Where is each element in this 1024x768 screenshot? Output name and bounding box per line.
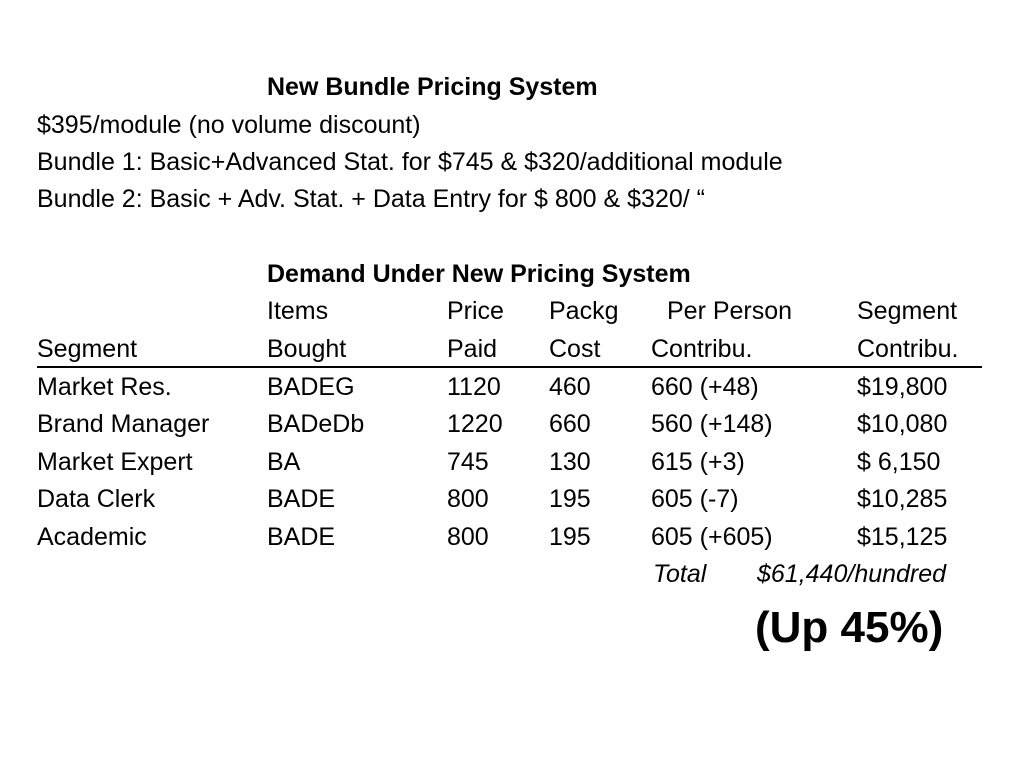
header-segment-col: Segment (37, 335, 138, 363)
header-cost: Cost (549, 335, 601, 363)
pricing-line-2: Bundle 1: Basic+Advanced Stat. for $745 & $320/additional module (37, 148, 783, 176)
header-segment: Segment (857, 297, 958, 325)
table-cell: BADEG (267, 373, 355, 401)
table-cell: 195 (549, 485, 591, 513)
table-cell: BADeDb (267, 410, 365, 438)
header-items: Items (267, 297, 329, 325)
header-per-person: Per Person (667, 297, 793, 325)
table-cell: Market Res. (37, 373, 172, 401)
header-price: Price (447, 297, 504, 325)
table-cell: $10,080 (857, 410, 948, 438)
header-bought: Bought (267, 335, 347, 363)
table-cell: 800 (447, 485, 489, 513)
table-cell: BADE (267, 485, 336, 513)
table-cell: 1120 (447, 373, 501, 401)
summary-increase: (Up 45%) (755, 603, 944, 652)
table-cell: $10,285 (857, 485, 948, 513)
table-cell: 460 (549, 373, 591, 401)
table-cell: 1220 (447, 410, 503, 438)
table-cell: 660 (+48) (651, 373, 759, 401)
table-cell: Brand Manager (37, 410, 210, 438)
table-title: Demand Under New Pricing System (267, 260, 691, 288)
table-cell: $ 6,150 (857, 448, 941, 476)
table-cell: Academic (37, 523, 147, 551)
header-underline (37, 366, 982, 368)
table-cell: 800 (447, 523, 489, 551)
total-label: Total (653, 560, 707, 588)
table-cell: BA (267, 448, 301, 476)
pricing-line-3: Bundle 2: Basic + Adv. Stat. + Data Entry for $ 800 & $320/ “ (37, 185, 705, 213)
table-cell: BADE (267, 523, 336, 551)
table-cell: $19,800 (857, 373, 948, 401)
table-cell: 195 (549, 523, 591, 551)
table-cell: 560 (+148) (651, 410, 773, 438)
table-cell: 660 (549, 410, 591, 438)
pricing-line-1: $395/module (no volume discount) (37, 111, 421, 139)
header-packg: Packg (549, 297, 619, 325)
page-title: New Bundle Pricing System (267, 73, 598, 101)
header-segment-contribu: Contribu. (857, 335, 959, 363)
table-cell: 745 (447, 448, 489, 476)
table-cell: Market Expert (37, 448, 193, 476)
table-cell: $15,125 (857, 523, 948, 551)
header-contribu: Contribu. (651, 335, 753, 363)
table-cell: 605 (-7) (651, 485, 739, 513)
table-cell: 615 (+3) (651, 448, 745, 476)
table-cell: Data Clerk (37, 485, 156, 513)
table-cell: 605 (+605) (651, 523, 773, 551)
table-cell: 130 (549, 448, 591, 476)
total-value: $61,440/hundred (757, 560, 947, 588)
header-paid: Paid (447, 335, 498, 363)
